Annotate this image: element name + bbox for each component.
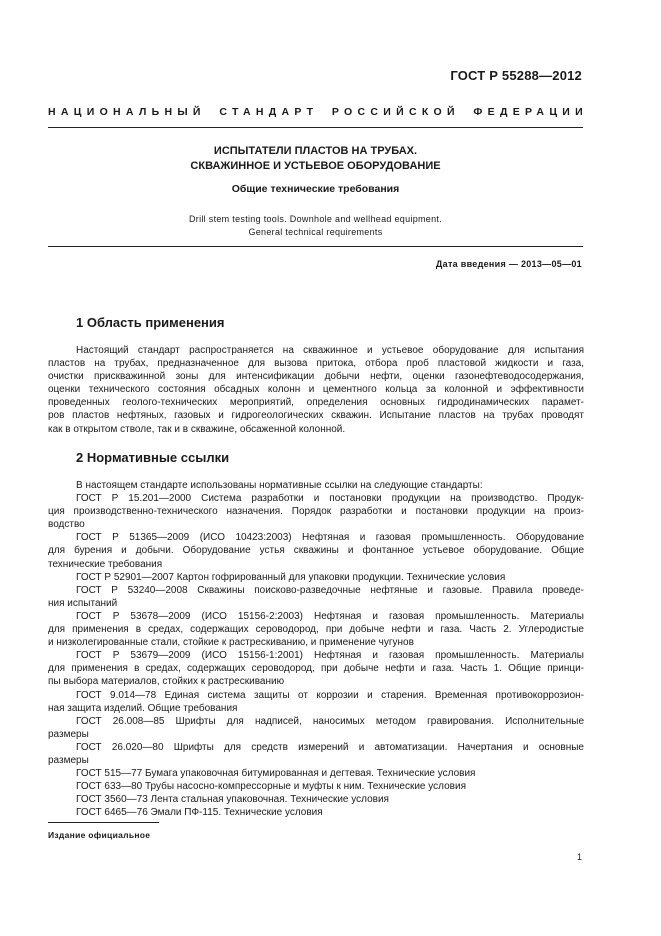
edition-note: Издание официальное <box>48 830 151 840</box>
reference-line: ГОСТ 633—80 Трубы насосно-компрессорные и муфты к ним. Технические условия <box>76 781 466 793</box>
reference-line: и низколегированные стали, стойкие к растрескиванию, и применение чугунов <box>48 637 414 649</box>
title-line: ИСПЫТАТЕЛИ ПЛАСТОВ НА ТРУБАХ. <box>213 145 418 157</box>
section-1-text <box>48 344 584 436</box>
text-line: очистки прискважинной зоны для интенсификации добычи нефти, оценки газонефтеводосодержания, <box>48 371 584 383</box>
title-line: СКВАЖИННОЕ И УСТЬЕВОЕ ОБОРУДОВАНИЕ <box>190 160 441 172</box>
reference-line: для бурения и добычи. Оборудование устья скважины и фонтанное устьевое оборудование. Общие <box>48 545 584 557</box>
reference-line: ния испытаний <box>48 597 118 609</box>
reference-line: ная защита изделий. Общие требования <box>48 702 238 714</box>
header-word: РОССИЙСКОЙ <box>331 106 460 118</box>
top-divider <box>48 127 583 128</box>
reference-line: ГОСТ Р 53678—2009 (ИСО 15156-2:2003) Нефтяная и газовая промышленность. Материалы <box>76 610 584 622</box>
reference-line: технические требования <box>48 558 163 570</box>
header-word: НАЦИОНАЛЬНЫЙ <box>48 106 206 118</box>
english-title-line: General technical requirements <box>248 227 383 237</box>
reference-line: ГОСТ 26.008—85 Шрифты для надписей, наносимых методом гравирования. Исполнительные <box>76 715 584 727</box>
text-line: как в открытом стволе, так и в скважине, обсаженной колонной. <box>48 423 346 435</box>
title-divider <box>48 246 583 247</box>
english-title <box>48 213 583 239</box>
reference-line: ГОСТ Р 53240—2008 Скважины поисково-разведочные нефтяные и газовые. Правила проведе- <box>76 584 584 596</box>
text-line: В настоящем стандарте использованы нормативные ссылки на следующие стандарты: <box>76 480 483 491</box>
section-1-heading: 1 Область применения <box>76 315 225 330</box>
document-title <box>48 144 583 174</box>
text-line: проведенных геолого-технических мероприятий, определения основных гидродинамических парамет- <box>48 397 584 409</box>
reference-line: пы выбора материалов, стойких к растрескиванию <box>48 676 285 688</box>
reference-line: водство <box>48 519 85 531</box>
text-line: пластов на трубах, предназначенное для вызова притока, отбора проб пластовой жидкости и газа, <box>48 358 584 370</box>
reference-line: ГОСТ 6465—76 Эмали ПФ-115. Технические условия <box>76 807 323 819</box>
text-line: ров пластов нефтяных, газовых и гидрогеологических скважин. Испытание пластов на трубах проводят <box>48 410 584 422</box>
reference-line: ГОСТ 9.014—78 Единая система защиты от коррозии и старения. Временная противокоррозион- <box>76 689 584 701</box>
reference-line: размеры <box>48 728 89 740</box>
reference-line: размеры <box>48 754 89 766</box>
reference-line: ГОСТ 3560—73 Лента стальная упаковочная. Технические условия <box>76 794 389 806</box>
document-subtitle: Общие технические требования <box>231 183 400 195</box>
national-standard-header <box>48 106 588 118</box>
standard-code: ГОСТ Р 55288—2012 <box>450 68 582 83</box>
header-word: ФЕДЕРАЦИИ <box>473 106 588 118</box>
reference-line: ГОСТ 515—77 Бумага упаковочная битумированная и дегтевая. Технические условия <box>76 768 476 780</box>
text-line: оценки технического состояния обсадных колонн и цементного кольца за колонной и эффективности <box>48 384 584 396</box>
reference-line: ГОСТ Р 15.201—2000 Система разработки и постановки продукции на производство. Продук- <box>76 493 584 505</box>
reference-line: для применения в средах, содержащих сероводород, при добыче нефти и газа. Часть 1. Общие принци- <box>48 663 584 675</box>
introduction-date: Дата введения — 2013—05—01 <box>435 259 582 269</box>
section-2-heading: 2 Нормативные ссылки <box>76 450 230 465</box>
text-line: Настоящий стандарт распространяется на скважинное и устьевое оборудование для испытания <box>76 345 584 356</box>
reference-line: ГОСТ Р 51365—2009 (ИСО 10423:2003) Нефтяная и газовая промышленность. Оборудование <box>76 532 584 544</box>
section-2-text <box>48 479 584 819</box>
reference-line: ция производственно-технического назначения. Порядок разработки и постановки продукции на произ- <box>48 506 584 518</box>
header-word: СТАНДАРТ <box>219 106 319 118</box>
page-number: 1 <box>576 852 582 862</box>
reference-line: ГОСТ Р 52901—2007 Картон гофрированный для упаковки продукции. Технические условия <box>76 571 506 583</box>
english-title-line: Drill stem testing tools. Downhole and wellhead equipment. <box>188 214 443 224</box>
reference-line: для применения в средах, содержащих сероводород, при добыче нефти и газа. Часть 2. Углеродистые <box>48 624 584 636</box>
footer-divider <box>48 822 159 823</box>
reference-line: ГОСТ Р 53679—2009 (ИСО 15156-1:2001) Нефтяная и газовая промышленность. Материалы <box>76 650 584 662</box>
reference-line: ГОСТ 26.020—80 Шрифты для средств измерений и автоматизации. Начертания и основные <box>76 741 584 753</box>
